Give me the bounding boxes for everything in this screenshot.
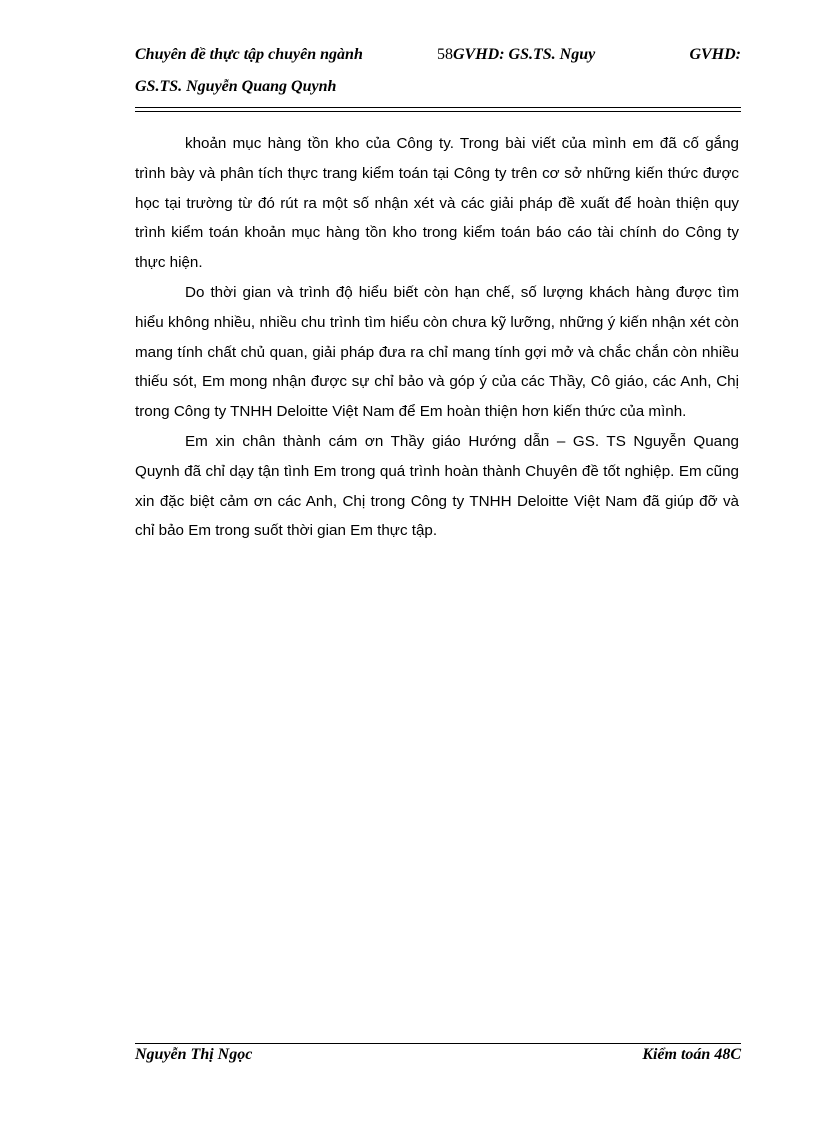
page-footer: [135, 1046, 741, 1064]
page-number: 58: [437, 46, 453, 63]
page-header: [135, 46, 741, 102]
document-body: [135, 129, 739, 546]
header-divider: [135, 107, 741, 112]
header-supervisor-label: GVHD:: [689, 46, 741, 63]
paragraph-1: khoản mục hàng tồn kho của Công ty. Trong bài viết của mình em đã cố gắng trình bày và phân tích thực trang kiểm toán tại Công ty trên cơ sở những kiến thức được học tại trường từ đó rút ra một số nhận xét và các giải pháp đề xuất để hoàn thiện quy trình kiểm toán khoản mục hàng tồn kho trong kiểm toán báo cáo tài chính do Công ty thực hiện.: [135, 135, 739, 272]
header-supervisor-name: GS.TS. Nguyễn Quang Quynh: [135, 78, 337, 95]
header-line-1: [135, 46, 741, 74]
header-supervisor-fragment: GVHD: GS.TS. Nguy: [453, 46, 596, 63]
footer-author: Nguyễn Thị Ngọc: [135, 1046, 253, 1063]
header-title: Chuyên đề thực tập chuyên ngành: [135, 46, 363, 63]
paragraph-3: Em xin chân thành cám ơn Thầy giáo Hướng dẫn – GS. TS Nguyễn Quang Quynh đã chỉ dạy tận tình Em trong quá trình hoàn thành Chuyên đề tốt nghiệp. Em cũng xin đặc biệt cảm ơn các Anh, Chị trong Công ty TNHH Deloitte Việt Nam đã giúp đỡ và chỉ bảo Em trong suốt thời gian Em thực tập.: [135, 432, 739, 540]
footer-divider: [135, 1043, 741, 1044]
footer-class: Kiểm toán 48C: [642, 1046, 741, 1063]
paragraph-2: Do thời gian và trình độ hiểu biết còn hạn chế, số lượng khách hàng được tìm hiểu không nhiều, nhiều chu trình tìm hiểu còn chưa kỹ lưỡng, những ý kiến nhận xét còn mang tính chất chủ quan, giải pháp đưa ra chỉ mang tính gợi mở và chắc chắn còn nhiều thiếu sót, Em mong nhận được sự chỉ bảo và góp ý của các Thầy, Cô giáo, các Anh, Chị trong Công ty TNHH Deloitte Việt Nam để Em hoàn thiện hơn kiến thức của mình.: [135, 283, 739, 421]
